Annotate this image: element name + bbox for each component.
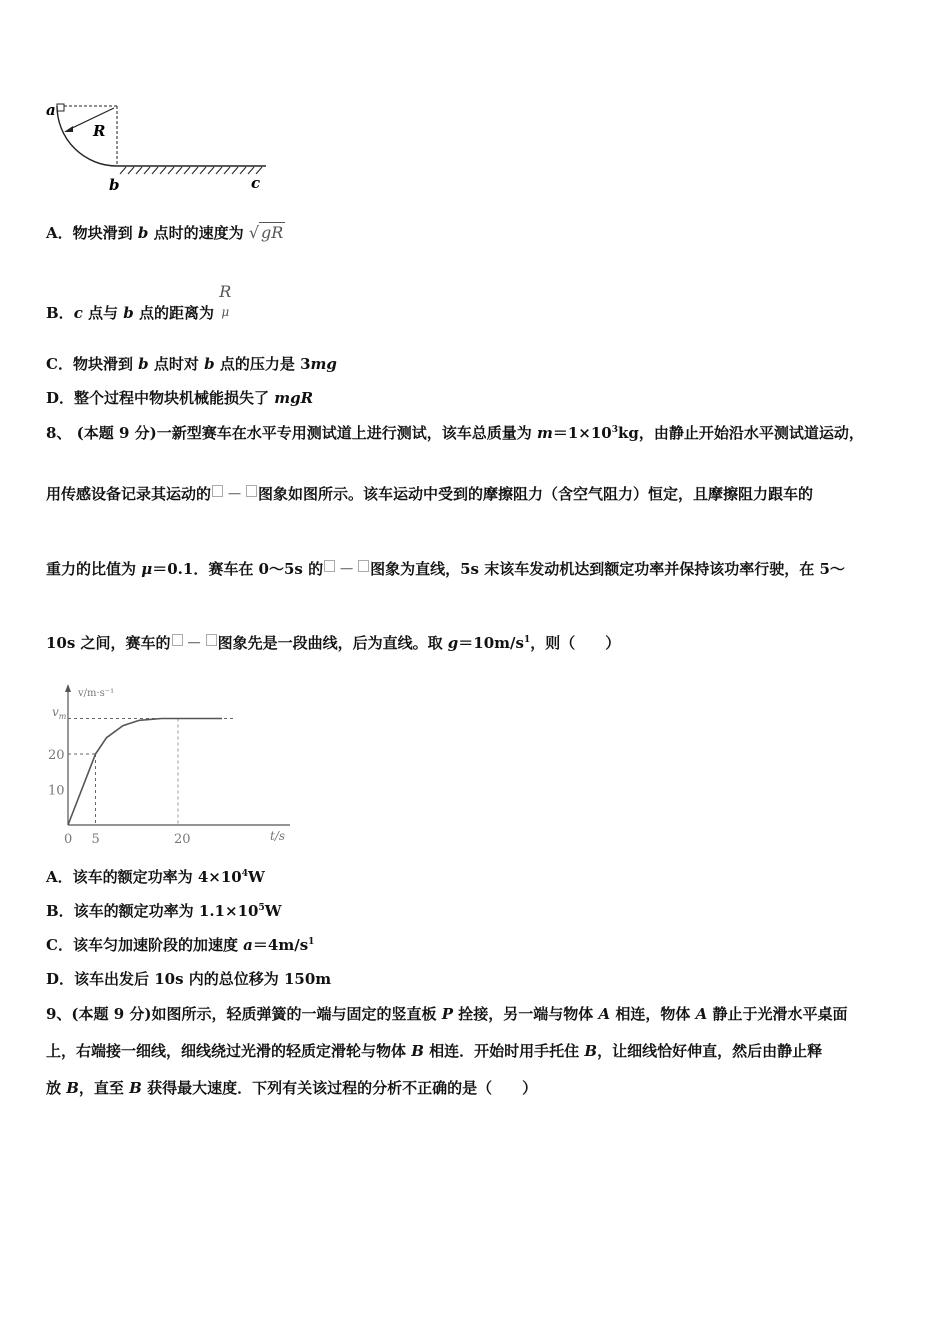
missing-glyph-icon — [172, 634, 183, 646]
missing-glyph-icon — [206, 634, 217, 646]
x-tick-label: 0 — [64, 832, 73, 847]
x-tick-label: 5 — [91, 832, 100, 847]
q7-option-c: C．物块滑到 b 点时对 b 点的压力是 3mg — [46, 355, 337, 373]
q7-option-d: D．整个过程中物块机械能损失了 mgR — [46, 389, 314, 407]
label-b: b — [109, 176, 120, 194]
q8-option-b: B．该车的额定功率为 $1.1\times 10^5W$ — [46, 902, 282, 920]
y-tick-label: 10 — [48, 783, 65, 799]
vt-chart — [44, 680, 304, 850]
x-axis-label: t/s — [270, 829, 286, 843]
missing-glyph-icon — [324, 560, 335, 572]
track-figure — [40, 96, 280, 196]
missing-glyph-icon — [358, 560, 369, 572]
q7-option-a: A．物块滑到 b 点时的速度为 √ gR — [46, 223, 284, 242]
missing-glyph-icon — [212, 485, 223, 497]
q8-line-4: 10s 之间，赛车的 － 图象先是一段曲线，后为直线。取 $g=10m/s^1$，则（ ） — [46, 634, 621, 652]
label-a: a — [46, 101, 56, 119]
q7-option-b: B．c 点与 b 点的距离为 R μ — [46, 282, 232, 322]
y-tick-label: 20 — [48, 748, 65, 763]
q8-option-d: D．该车出发后 10s 内的总位移为 150m — [46, 970, 332, 988]
q9-line-2: 上，右端接一细线，细线绕过光滑的轻质定滑轮与物体 B 相连．开始时用手托住 B，让细线恰好伸直，然后由静止释 — [46, 1042, 823, 1060]
q8-line-2: 用传感设备记录其运动的 － 图象如图所示。该车运动中受到的摩擦阻力（含空气阻力）恒定，且摩擦阻力跟车的 — [46, 485, 814, 503]
missing-glyph-icon — [246, 485, 257, 497]
q9-line-3: 放 B，直至 B 获得最大速度．下列有关该过程的分析不正确的是（ ） — [46, 1079, 538, 1097]
y-axis-arrow — [65, 684, 71, 692]
x-tick-label: 20 — [174, 832, 191, 847]
q8-option-c: C．该车匀加速阶段的加速度 $a=4m/s^1$ — [46, 936, 315, 954]
series-line — [68, 719, 222, 826]
q9-line-1: 9、(本题 9 分)如图所示，轻质弹簧的一端与固定的竖直板 P 拴接，另一端与物体 A 相连，物体 A 静止于光滑水平桌面 — [46, 1005, 848, 1023]
q8-option-a: A．该车的额定功率为 $4\times 10^4W$ — [46, 868, 265, 886]
q8-line-3: 重力的比值为 μ＝0.1．赛车在 0～5s 的 － 图象为直线，5s 末该车发动机达到额定功率并保持该功率行驶，在 5～ — [46, 560, 845, 578]
vm-label: $v_m$ — [52, 705, 67, 721]
q8-line-1: 8、 (本题 9 分)一新型赛车在水平专用测试道上进行测试，该车总质量为 $m=1\times 10^3kg$，由静止开始沿水平测试道运动， — [46, 424, 864, 442]
label-c: c — [251, 174, 261, 192]
label-R: R — [93, 122, 106, 140]
y-axis-label: v/m·s⁻¹ — [78, 688, 115, 699]
